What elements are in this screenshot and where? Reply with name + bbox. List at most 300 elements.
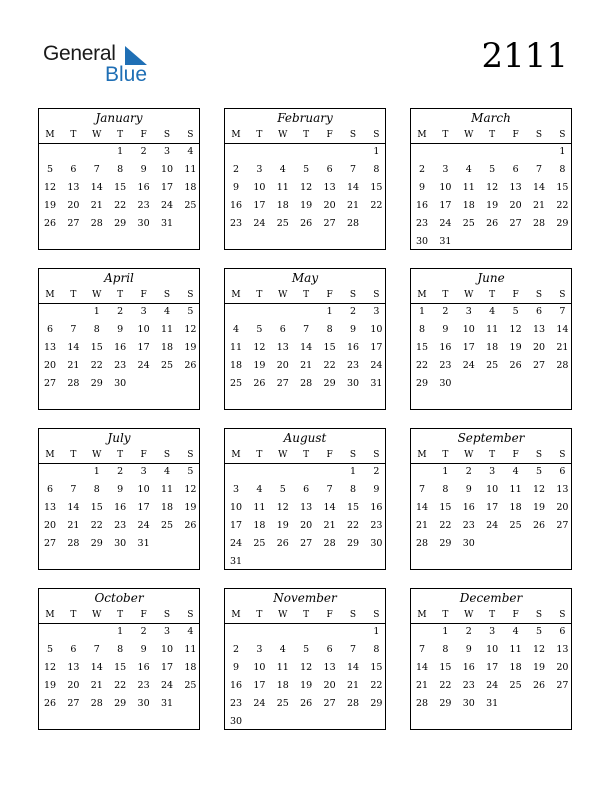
day-cell: 17 xyxy=(486,502,499,513)
weekday-header xyxy=(225,287,385,304)
day-cell: 23 xyxy=(114,520,127,531)
day-cell: 9 xyxy=(442,324,449,335)
month-name: July xyxy=(107,431,131,445)
weekday-label: W xyxy=(92,450,102,460)
day-cell: 19 xyxy=(184,342,197,353)
month-march xyxy=(410,108,572,250)
day-cell: 18 xyxy=(462,200,475,211)
weekday-header xyxy=(225,447,385,464)
day-cell: 25 xyxy=(229,378,243,389)
weekday-label: S xyxy=(373,130,380,140)
weekday-label: T xyxy=(442,450,449,460)
day-cell: 1 xyxy=(373,146,380,157)
weekday-label: S xyxy=(559,290,566,300)
day-cell: 19 xyxy=(276,520,289,531)
day-cell: 5 xyxy=(512,306,519,317)
day-cell: 16 xyxy=(114,342,127,353)
day-cell: 3 xyxy=(465,306,472,317)
day-cell: 10 xyxy=(253,182,266,193)
day-cell: 19 xyxy=(486,200,499,211)
weekday-label: M xyxy=(45,290,55,300)
day-cell: 28 xyxy=(532,218,546,229)
day-cell: 17 xyxy=(253,200,266,211)
day-cell: 24 xyxy=(160,680,174,691)
day-cell: 11 xyxy=(184,644,197,655)
weekday-label: T xyxy=(70,450,77,460)
weekday-label: F xyxy=(326,450,333,460)
day-cell: 26 xyxy=(486,218,499,229)
month-december xyxy=(410,588,572,730)
day-cell: 23 xyxy=(137,680,150,691)
day-cell: 2 xyxy=(418,164,426,175)
weekday-label: T xyxy=(489,610,496,620)
weekday-label: S xyxy=(163,450,171,460)
day-cell: 6 xyxy=(512,164,519,175)
day-cell: 1 xyxy=(93,306,100,317)
weekday-label: W xyxy=(92,290,102,300)
day-cell: 20 xyxy=(556,662,569,673)
day-cell: 6 xyxy=(46,324,54,335)
day-cell: 1 xyxy=(349,466,357,477)
day-cell: 3 xyxy=(140,306,147,317)
day-cell: 20 xyxy=(67,680,80,691)
day-cell: 12 xyxy=(300,182,313,193)
day-cell: 20 xyxy=(43,520,57,531)
day-cell: 8 xyxy=(117,644,124,655)
month-july xyxy=(38,428,200,570)
weekday-header xyxy=(411,127,571,144)
day-cell: 12 xyxy=(184,324,197,335)
day-cell: 18 xyxy=(509,502,522,513)
day-cell: 5 xyxy=(279,484,286,495)
weekday-label: S xyxy=(349,130,357,140)
logo xyxy=(43,42,163,88)
day-cell: 28 xyxy=(90,698,103,709)
day-cell: 30 xyxy=(439,378,452,389)
day-cell: 4 xyxy=(512,626,519,637)
month-february xyxy=(224,108,386,250)
day-cell: 13 xyxy=(509,182,522,193)
day-cell: 19 xyxy=(300,680,313,691)
day-cell: 14 xyxy=(90,662,103,673)
weekday-label: W xyxy=(278,450,288,460)
day-cell: 23 xyxy=(462,520,475,531)
day-cell: 20 xyxy=(67,200,80,211)
day-cell: 12 xyxy=(253,342,266,353)
day-cell: 31 xyxy=(160,218,174,229)
day-cell: 14 xyxy=(67,502,80,513)
day-cell: 1 xyxy=(418,306,426,317)
day-cell: 18 xyxy=(276,200,289,211)
weekday-label: T xyxy=(489,130,496,140)
day-cell: 6 xyxy=(279,324,286,335)
day-cell: 1 xyxy=(559,146,566,157)
day-cell: 19 xyxy=(532,502,546,513)
day-cell: 13 xyxy=(43,342,57,353)
day-cell: 10 xyxy=(439,182,452,193)
day-cell: 22 xyxy=(556,200,569,211)
day-cell: 23 xyxy=(439,360,452,371)
day-cell: 24 xyxy=(486,520,499,531)
day-cell: 30 xyxy=(137,698,150,709)
day-cell: 6 xyxy=(303,484,310,495)
weekday-label: T xyxy=(117,450,124,460)
month-name: January xyxy=(95,111,143,125)
day-cell: 25 xyxy=(253,538,266,549)
day-cell: 8 xyxy=(93,324,100,335)
day-cell: 29 xyxy=(90,538,103,549)
day-cell: 10 xyxy=(486,644,499,655)
day-cell: 26 xyxy=(300,218,313,229)
weekday-header xyxy=(225,127,385,144)
year-title: 2111 xyxy=(481,36,568,76)
day-cell: 13 xyxy=(556,644,569,655)
weekday-label: F xyxy=(326,130,333,140)
day-cell: 9 xyxy=(117,484,124,495)
day-cell: 8 xyxy=(373,164,380,175)
day-cell: 27 xyxy=(323,698,336,709)
day-cell: 30 xyxy=(114,538,127,549)
day-cell: 21 xyxy=(346,680,360,691)
day-cell: 18 xyxy=(160,502,174,513)
weekday-label: T xyxy=(303,610,310,620)
day-cell: 25 xyxy=(462,218,475,229)
day-cell: 2 xyxy=(140,626,147,637)
day-cell: 25 xyxy=(184,200,197,211)
day-cell: 20 xyxy=(556,502,569,513)
month-october xyxy=(38,588,200,730)
day-cell: 15 xyxy=(439,502,452,513)
day-cell: 15 xyxy=(114,662,127,673)
day-cell: 24 xyxy=(462,360,475,371)
day-cell: 3 xyxy=(163,626,171,637)
day-cell: 27 xyxy=(323,218,336,229)
day-cell: 28 xyxy=(90,218,103,229)
day-cell: 19 xyxy=(43,200,57,211)
day-cell: 9 xyxy=(232,662,240,673)
day-cell: 30 xyxy=(346,378,360,389)
day-cell: 24 xyxy=(370,360,383,371)
weekday-label: T xyxy=(70,290,77,300)
day-cell: 21 xyxy=(67,360,80,371)
day-cell: 26 xyxy=(43,218,57,229)
day-cell: 5 xyxy=(187,466,194,477)
day-cell: 23 xyxy=(229,218,243,229)
day-cell: 28 xyxy=(67,378,80,389)
day-cell: 20 xyxy=(276,360,289,371)
day-cell: 23 xyxy=(114,360,127,371)
day-cell: 8 xyxy=(418,324,426,335)
day-cell: 6 xyxy=(559,466,566,477)
day-cell: 23 xyxy=(370,520,383,531)
day-cell: 17 xyxy=(160,182,174,193)
day-cell: 13 xyxy=(43,502,57,513)
day-cell: 14 xyxy=(556,324,569,335)
day-cell: 23 xyxy=(462,680,475,691)
day-cell: 2 xyxy=(465,626,472,637)
day-cell: 8 xyxy=(559,164,566,175)
day-cell: 12 xyxy=(300,662,313,673)
weekday-label: T xyxy=(117,130,124,140)
day-cell: 24 xyxy=(137,520,150,531)
day-cell: 9 xyxy=(140,164,147,175)
day-cell: 27 xyxy=(67,218,80,229)
day-cell: 3 xyxy=(373,306,380,317)
day-cell: 13 xyxy=(532,324,546,335)
weekday-label: M xyxy=(45,450,55,460)
weekday-label: S xyxy=(535,290,543,300)
day-cell: 2 xyxy=(140,146,147,157)
day-cell: 7 xyxy=(303,324,310,335)
day-cell: 15 xyxy=(323,342,336,353)
day-cell: 23 xyxy=(137,200,150,211)
day-cell: 7 xyxy=(349,164,357,175)
day-cell: 30 xyxy=(370,538,383,549)
day-cell: 17 xyxy=(137,502,150,513)
day-cell: 18 xyxy=(509,662,522,673)
day-cell: 26 xyxy=(300,698,313,709)
day-cell: 11 xyxy=(509,644,522,655)
day-cell: 29 xyxy=(556,218,569,229)
day-cell: 28 xyxy=(346,698,360,709)
day-cell: 18 xyxy=(486,342,499,353)
logo-text-general: General xyxy=(43,42,116,65)
day-cell: 19 xyxy=(43,680,57,691)
day-cell: 25 xyxy=(276,698,289,709)
day-cell: 2 xyxy=(349,306,357,317)
day-cell: 8 xyxy=(442,484,449,495)
day-cell: 17 xyxy=(486,662,499,673)
day-cell: 26 xyxy=(43,698,57,709)
weekday-label: S xyxy=(187,130,194,140)
day-cell: 1 xyxy=(117,626,124,637)
day-cell: 12 xyxy=(486,182,499,193)
day-cell: 1 xyxy=(117,146,124,157)
weekday-label: M xyxy=(45,130,55,140)
day-cell: 19 xyxy=(184,502,197,513)
weekday-label: M xyxy=(231,130,241,140)
day-cell: 18 xyxy=(160,342,174,353)
day-cell: 9 xyxy=(465,484,472,495)
day-cell: 30 xyxy=(137,218,150,229)
day-cell: 11 xyxy=(253,502,266,513)
day-cell: 6 xyxy=(70,644,77,655)
day-cell: 1 xyxy=(93,466,100,477)
weekday-label: F xyxy=(512,130,519,140)
day-cell: 11 xyxy=(276,662,289,673)
weekday-label: S xyxy=(187,450,194,460)
day-cell: 2 xyxy=(117,306,124,317)
weekday-label: M xyxy=(417,290,427,300)
day-cell: 6 xyxy=(326,644,333,655)
month-name: November xyxy=(273,591,337,605)
day-cell: 14 xyxy=(415,502,429,513)
day-cell: 6 xyxy=(46,484,54,495)
day-cell: 7 xyxy=(559,306,566,317)
day-cell: 25 xyxy=(160,520,174,531)
weekday-header xyxy=(39,447,199,464)
day-cell: 3 xyxy=(163,146,171,157)
day-cell: 15 xyxy=(90,502,103,513)
day-cell: 31 xyxy=(137,538,150,549)
day-cell: 31 xyxy=(370,378,383,389)
day-cell: 28 xyxy=(556,360,569,371)
day-cell: 20 xyxy=(300,520,313,531)
weekday-label: M xyxy=(45,610,55,620)
day-cell: 22 xyxy=(370,680,383,691)
day-cell: 12 xyxy=(509,324,522,335)
day-cell: 6 xyxy=(70,164,77,175)
day-cell: 28 xyxy=(346,218,360,229)
day-cell: 14 xyxy=(415,662,429,673)
day-cell: 4 xyxy=(279,164,286,175)
weekday-header xyxy=(411,287,571,304)
weekday-label: T xyxy=(117,610,124,620)
day-cell: 13 xyxy=(556,484,569,495)
day-cell: 12 xyxy=(276,502,289,513)
weekday-label: T xyxy=(489,290,496,300)
weekday-label: T xyxy=(303,450,310,460)
day-cell: 24 xyxy=(253,218,266,229)
day-cell: 10 xyxy=(370,324,383,335)
day-cell: 26 xyxy=(184,520,197,531)
day-cell: 28 xyxy=(415,538,429,549)
day-cell: 27 xyxy=(532,360,546,371)
month-name: March xyxy=(471,111,511,125)
day-cell: 16 xyxy=(462,662,475,673)
day-cell: 9 xyxy=(140,644,147,655)
day-cell: 16 xyxy=(229,680,243,691)
day-cell: 28 xyxy=(323,538,336,549)
day-cell: 11 xyxy=(276,182,289,193)
day-cell: 13 xyxy=(67,662,80,673)
weekday-label: T xyxy=(70,610,77,620)
day-cell: 11 xyxy=(160,324,174,335)
day-cell: 8 xyxy=(117,164,124,175)
weekday-label: S xyxy=(373,450,380,460)
day-cell: 26 xyxy=(184,360,197,371)
day-cell: 19 xyxy=(253,360,266,371)
weekday-label: S xyxy=(349,450,357,460)
month-name: February xyxy=(277,111,333,125)
logo-text-blue: Blue xyxy=(105,63,148,86)
day-cell: 4 xyxy=(512,466,519,477)
weekday-label: T xyxy=(303,130,310,140)
weekday-label: T xyxy=(442,130,449,140)
weekday-label: S xyxy=(559,450,566,460)
day-cell: 21 xyxy=(67,520,80,531)
day-cell: 12 xyxy=(184,484,197,495)
day-cell: 17 xyxy=(137,342,150,353)
weekday-label: M xyxy=(417,130,427,140)
day-cell: 20 xyxy=(323,200,336,211)
day-cell: 13 xyxy=(323,662,336,673)
day-cell: 29 xyxy=(415,378,429,389)
day-cell: 5 xyxy=(303,164,310,175)
day-cell: 9 xyxy=(232,182,240,193)
day-cell: 4 xyxy=(465,164,472,175)
weekday-label: S xyxy=(559,610,566,620)
day-cell: 29 xyxy=(323,378,336,389)
month-august xyxy=(224,428,386,570)
weekday-label: F xyxy=(140,290,147,300)
day-cell: 30 xyxy=(229,716,243,727)
weekday-label: S xyxy=(163,130,171,140)
weekday-header xyxy=(411,447,571,464)
day-cell: 17 xyxy=(229,520,243,531)
weekday-header xyxy=(39,127,199,144)
day-cell: 15 xyxy=(90,342,103,353)
day-cell: 17 xyxy=(462,342,475,353)
day-cell: 22 xyxy=(346,520,360,531)
weekday-label: S xyxy=(187,610,194,620)
day-cell: 22 xyxy=(114,200,127,211)
day-cell: 30 xyxy=(462,538,475,549)
day-cell: 25 xyxy=(509,680,522,691)
calendar-grid xyxy=(38,108,575,730)
day-cell: 10 xyxy=(486,484,499,495)
weekday-label: S xyxy=(535,610,543,620)
day-cell: 27 xyxy=(556,680,569,691)
day-cell: 11 xyxy=(509,484,522,495)
day-cell: 17 xyxy=(370,342,383,353)
weekday-label: W xyxy=(464,130,474,140)
day-cell: 14 xyxy=(346,662,360,673)
day-cell: 29 xyxy=(90,378,103,389)
day-cell: 3 xyxy=(256,164,263,175)
day-cell: 9 xyxy=(373,484,380,495)
day-cell: 8 xyxy=(373,644,380,655)
day-cell: 29 xyxy=(439,538,452,549)
day-cell: 17 xyxy=(160,662,174,673)
day-cell: 21 xyxy=(323,520,336,531)
day-cell: 9 xyxy=(349,324,357,335)
day-cell: 22 xyxy=(415,360,429,371)
day-cell: 27 xyxy=(556,520,569,531)
weekday-label: S xyxy=(349,610,357,620)
weekday-label: F xyxy=(326,610,333,620)
day-cell: 9 xyxy=(117,324,124,335)
weekday-label: F xyxy=(512,450,519,460)
weekday-label: T xyxy=(489,450,496,460)
weekday-label: W xyxy=(278,290,288,300)
day-cell: 16 xyxy=(439,342,452,353)
day-cell: 5 xyxy=(535,466,543,477)
day-cell: 18 xyxy=(253,520,266,531)
day-cell: 5 xyxy=(187,306,194,317)
day-cell: 22 xyxy=(90,520,103,531)
day-cell: 21 xyxy=(90,680,103,691)
day-cell: 11 xyxy=(486,324,499,335)
day-cell: 7 xyxy=(70,324,77,335)
day-cell: 21 xyxy=(300,360,313,371)
weekday-label: W xyxy=(278,610,288,620)
weekday-label: W xyxy=(278,130,288,140)
day-cell: 10 xyxy=(253,662,266,673)
day-cell: 31 xyxy=(229,556,243,567)
day-cell: 14 xyxy=(300,342,313,353)
day-cell: 1 xyxy=(442,466,449,477)
day-cell: 21 xyxy=(556,342,569,353)
day-cell: 6 xyxy=(535,306,543,317)
day-cell: 8 xyxy=(442,644,449,655)
day-cell: 2 xyxy=(117,466,124,477)
day-cell: 4 xyxy=(187,626,194,637)
day-cell: 13 xyxy=(323,182,336,193)
day-cell: 8 xyxy=(326,324,333,335)
weekday-label: S xyxy=(535,450,543,460)
day-cell: 15 xyxy=(370,662,383,673)
